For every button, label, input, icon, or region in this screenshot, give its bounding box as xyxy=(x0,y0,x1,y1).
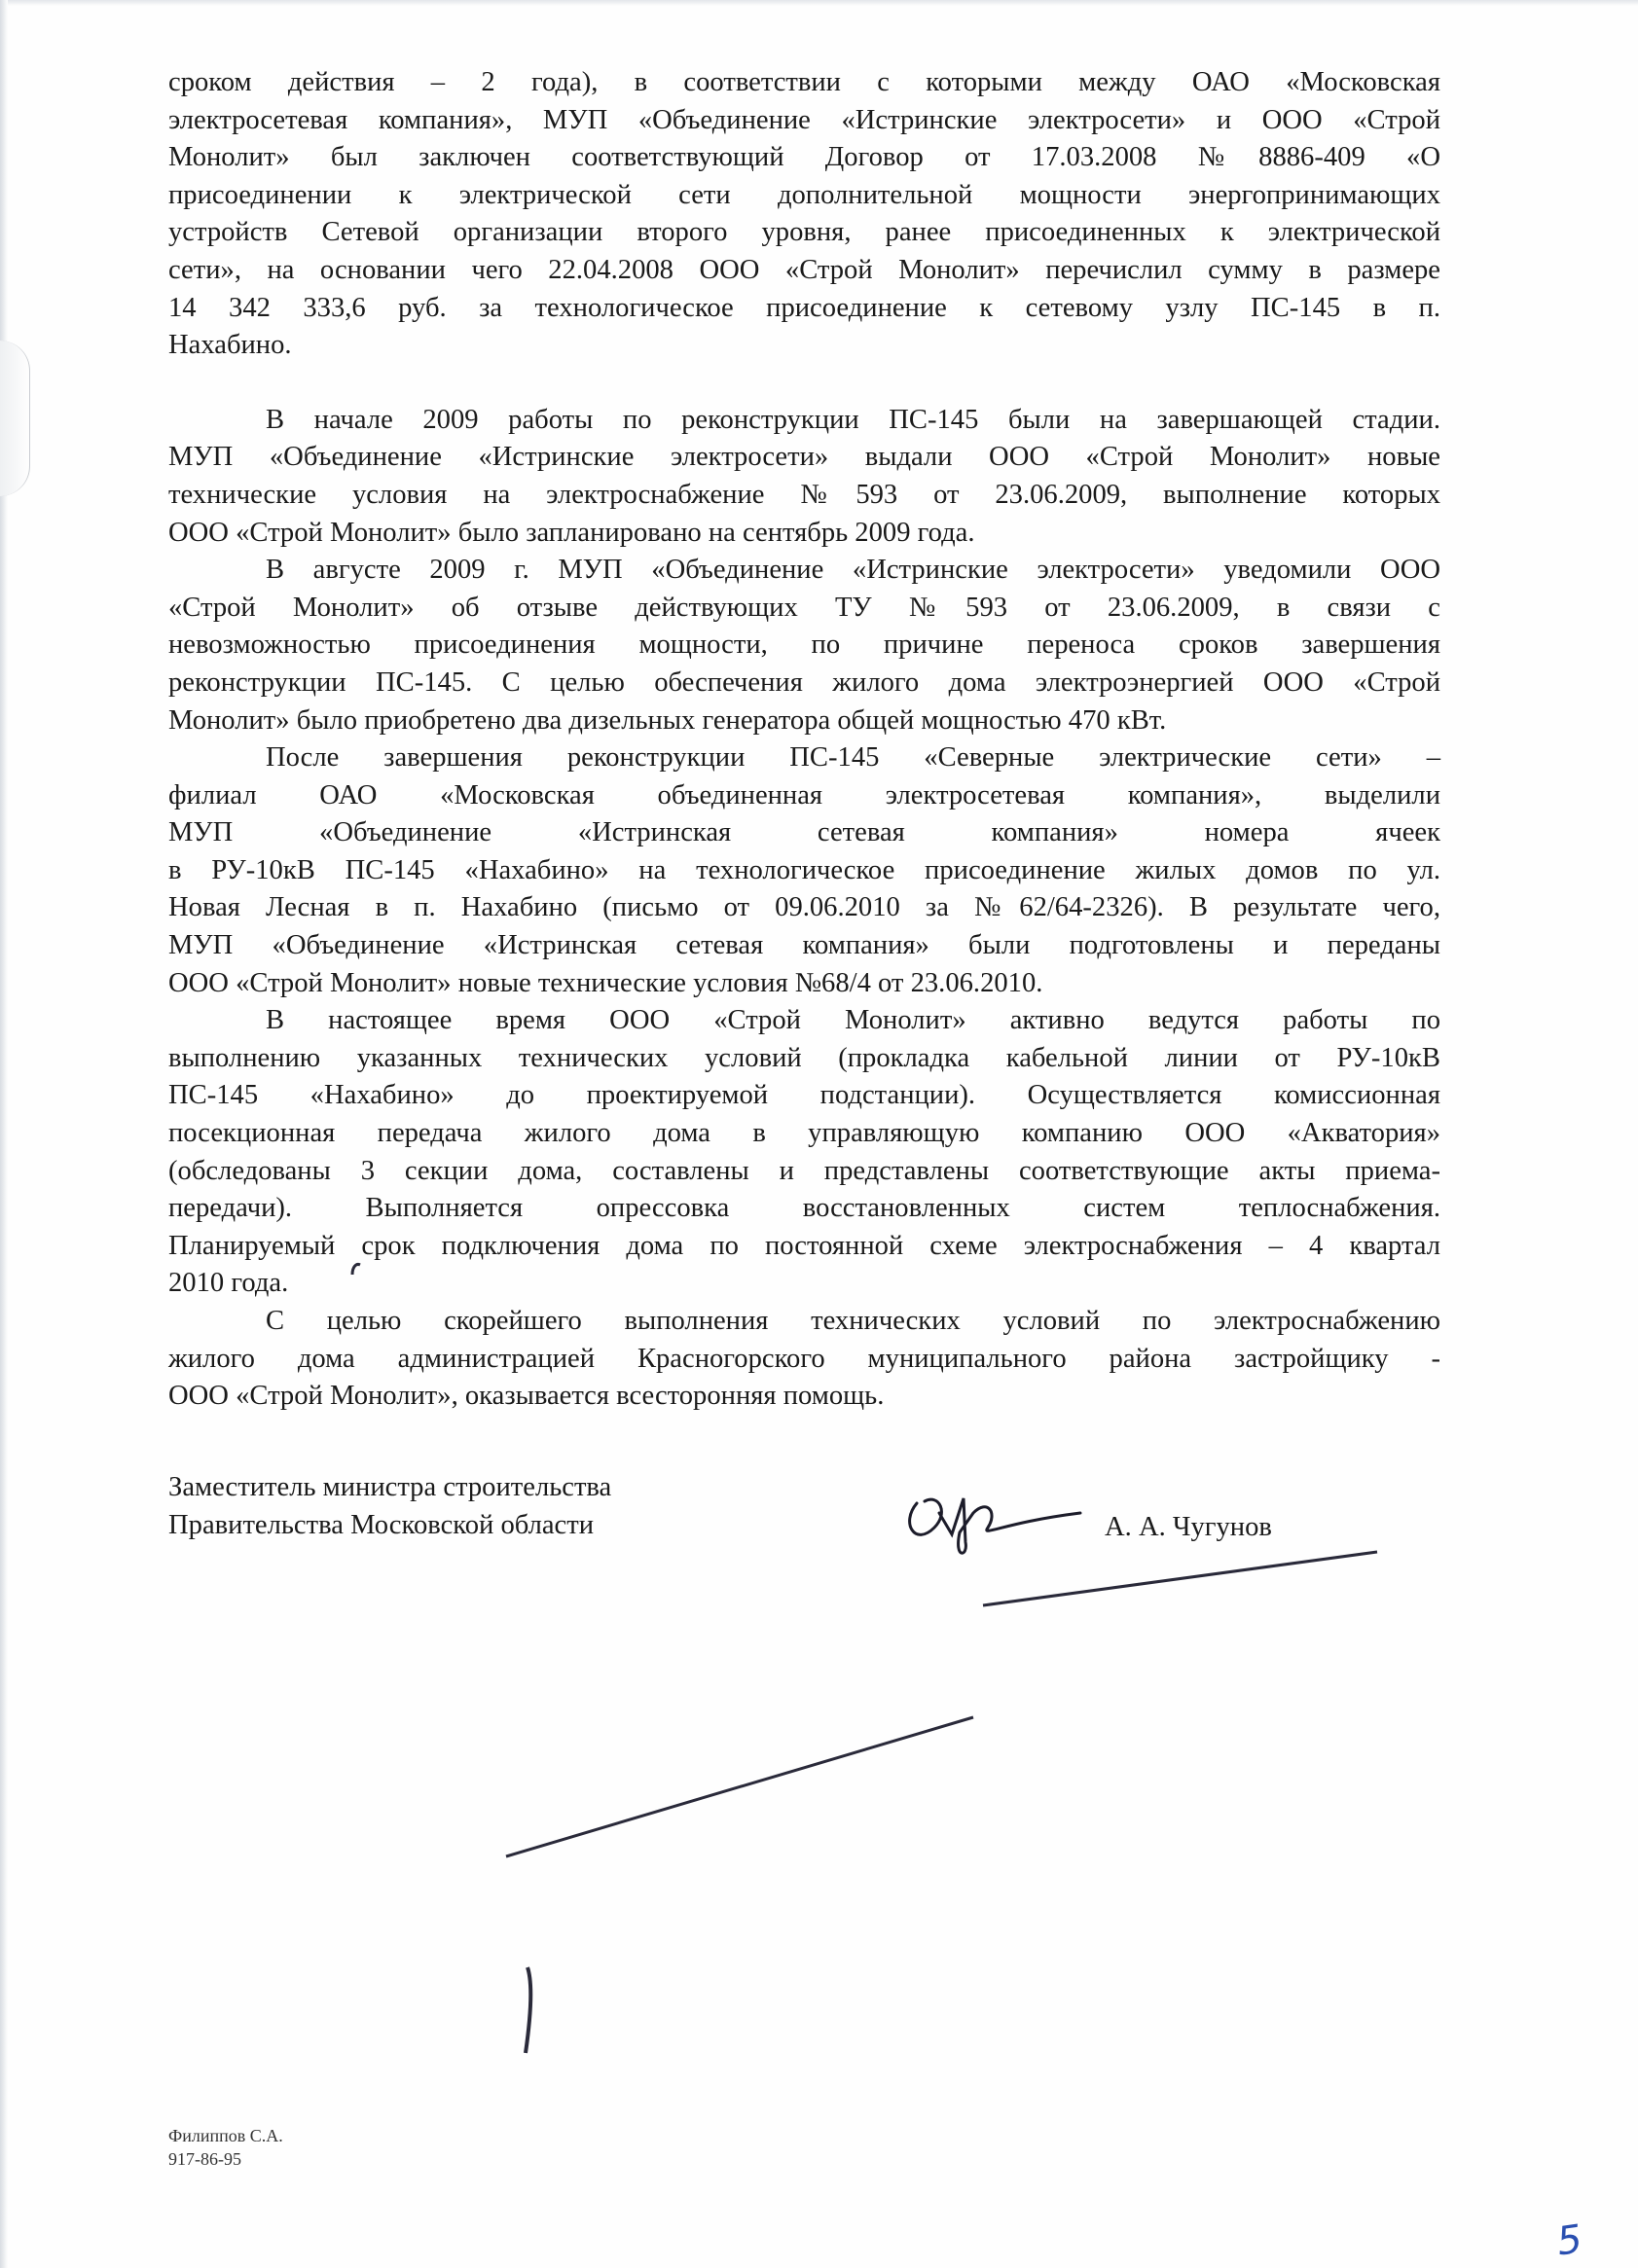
page-number: 5 xyxy=(1553,2216,1585,2265)
signer-name: А. А. Чугунов xyxy=(1105,1512,1272,1542)
text-line: присоединении к электрической сети дополнительной мощности энергопринимающих xyxy=(168,179,1440,210)
text-line: (обследованы 3 секции дома, составлены и представлены соответствующие акты приема- xyxy=(168,1155,1440,1186)
handwritten-signature xyxy=(895,1474,1090,1562)
text-line: Планируемый срок подключения дома по постоянной схеме электроснабжения – 4 квартал xyxy=(168,1230,1440,1261)
executor-phone: 917-86-95 xyxy=(168,2149,241,2169)
paragraph xyxy=(168,402,1440,552)
text-line: Монолит» было приобретено два дизельных генератора общей мощностью 470 кВт. xyxy=(168,704,1167,736)
text-line: устройств Сетевой организации второго уровня, ранее присоединенных к электрической xyxy=(168,217,1440,248)
text-line: В августе 2009 г. МУП «Объединение «Истринские электросети» уведомили ООО xyxy=(266,555,1440,586)
letter-body xyxy=(168,64,1440,1416)
paragraph xyxy=(168,1303,1440,1416)
text-line: ПС-145 «Нахабино» до проектируемой подстанции). Осуществляется комиссионная xyxy=(168,1080,1440,1111)
text-line: «Строй Монолит» об отзыве действующих ТУ №593 от 23.06.2009, в связи с xyxy=(168,592,1440,623)
text-line: ООО «Строй Монолит» было запланировано на сентябрь 2009 года. xyxy=(168,517,975,548)
text-line: МУП «Объединение «Истринская сетевая компания» были подготовлены и переданы xyxy=(168,930,1440,961)
text-line: МУП «Объединение «Истринские электросети» выдали ООО «Строй Монолит» новые xyxy=(168,442,1440,473)
text-line: реконструкции ПС-145. С целью обеспечения жилого дома электроэнергией ООО «Строй xyxy=(168,666,1440,698)
text-line: Монолит» был заключен соответствующий Договор от 17.03.2008 №8886-409 «О xyxy=(168,142,1440,173)
text-line: технические условия на электроснабжение №593 от 23.06.2009, выполнение которых xyxy=(168,479,1440,510)
text-line: В начале 2009 работы по реконструкции ПС-145 были на завершающей стадии. xyxy=(266,404,1440,435)
text-line: передачи). Выполняется опрессовка восстановленных систем теплоснабжения. xyxy=(168,1193,1440,1224)
paragraph xyxy=(168,739,1440,1002)
text-line: филиал ОАО «Московская объединенная электросетевая компания», выделили xyxy=(168,779,1440,810)
executor-info xyxy=(168,2124,283,2171)
page-edge-top xyxy=(0,0,1638,6)
text-line: 14 342 333,6 руб. за технологическое присоединение к сетевому узлу ПС-145 в п. xyxy=(168,292,1440,323)
text-line: жилого дома администрацией Красногорского муниципального района застройщику - xyxy=(168,1343,1440,1374)
text-line: 2010 года. xyxy=(168,1268,289,1299)
text-line: Нахабино. xyxy=(168,330,292,361)
signatory-position xyxy=(168,1469,611,1544)
text-line: ООО «Строй Монолит» новые технические условия №68/4 от 23.06.2010. xyxy=(168,967,1043,998)
text-line: ООО «Строй Монолит», оказывается всесторонняя помощь. xyxy=(168,1381,885,1412)
executor-name: Филиппов С.А. xyxy=(168,2126,283,2145)
text-line: выполнению указанных технических условий (прокладка кабельной линии от РУ-10кВ xyxy=(168,1042,1440,1073)
paragraph xyxy=(168,1002,1440,1303)
position-line-1: Заместитель министра строительства xyxy=(168,1472,612,1502)
text-line: После завершения реконструкции ПС-145 «Северные электрические сети» – xyxy=(266,742,1440,774)
text-line: сети», на основании чего 22.04.2008 ООО «Строй Монолит» перечислил сумму в размере xyxy=(168,254,1440,285)
paragraph xyxy=(168,552,1440,739)
text-line: электросетевая компания», МУП «Объединение «Истринские электросети» и ООО «Строй xyxy=(168,104,1440,135)
text-line: Новая Лесная в п. Нахабино (письмо от 09.06.2010 за №62/64-2326). В результате чего, xyxy=(168,892,1440,923)
text-line: посекционная передача жилого дома в управляющую компанию ООО «Акватория» xyxy=(168,1118,1440,1149)
position-line-2: Правительства Московской области xyxy=(168,1509,595,1540)
paragraph xyxy=(168,64,1440,365)
text-line: В настоящее время ООО «Строй Монолит» активно ведутся работы по xyxy=(266,1005,1440,1036)
text-line: С целью скорейшего выполнения технических условий по электроснабжению xyxy=(266,1306,1440,1336)
text-line: невозможностью присоединения мощности, по причине переноса сроков завершения xyxy=(168,630,1440,661)
text-line: в РУ-10кВ ПС-145 «Нахабино» на технологическое присоединение жилых домов по ул. xyxy=(168,854,1440,885)
text-line: МУП «Объединение «Истринская сетевая компания» номера ячеек xyxy=(168,817,1440,848)
paper-fold xyxy=(0,341,30,496)
text-line: сроком действия – 2 года), в соответствии с которыми между ОАО «Московская xyxy=(168,67,1440,97)
